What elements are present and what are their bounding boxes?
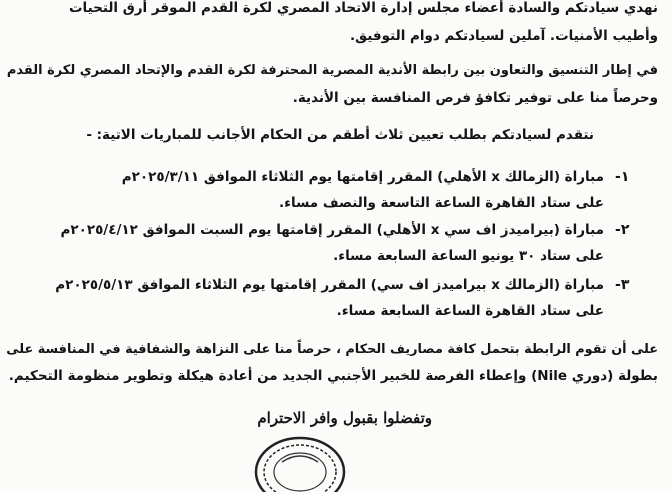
match-3-line-1: مباراة (الزمالك x بيراميدز اف سي) المقرر إقامتها يوم الثلاثاء الموافق ٢٠٢٥/٥/١٣م [55,277,604,293]
intro-line-2: وأطيب الأمنيات. آملين لسيادتكم دوام التوفيق. [350,28,658,44]
closing-line: وتفضلوا بقبول وافر الاحترام [257,409,432,427]
association-seal-icon [252,432,348,492]
match-2-line-2: على ستاد ٣٠ يونيو الساعة السابعة مساء. [333,248,604,264]
match-3-line-2: على ستاد القاهرة الساعة السابعة مساء. [336,303,604,319]
match-1-line-2: على ستاد القاهرة الساعة التاسعة والنصف مساء. [278,195,604,211]
costs-line-2: بطولة (دوري Nile) وإعطاء الفرصة للخبير الأجنبي الجديد من أعادة هيكلة وتطوير منظومة التحكيم. [8,368,658,384]
match-1-number: -١ [615,169,630,185]
context-line-2: وحرصاً منا على توفير تكافؤ فرص المنافسة بين الأندية. [292,90,658,106]
match-2-number: -٢ [615,222,630,238]
costs-line-1: على أن تقوم الرابطة بتحمل كافة مصاريف الحكام ، حرصاً منا على النزاهة والشفافية في المنافسة على [6,342,658,357]
match-1-line-1: مباراة (الزمالك x الأهلي) المقرر إقامتها يوم الثلاثاء الموافق ٢٠٢٥/٣/١١م [121,169,604,185]
match-2-line-1: مباراة (بيراميدز اف سي x الأهلي) المقرر إقامتها يوم السبت الموافق ٢٠٢٥/٤/١٢م [60,222,604,238]
context-line-1: في إطار التنسيق والتعاون بين رابطة الأندية المصرية المحترفة لكرة القدم والإتحاد المصري لكرة القدم [6,63,658,78]
match-3-number: -٣ [615,277,630,293]
request-line: نتقدم لسيادتكم بطلب تعيين ثلاث أطقم من الحكام الأجانب للمباريات الاتية: - [86,127,594,143]
intro-line-1: نهدي سيادتكم والسادة أعضاء مجلس إدارة الاتحاد المصري لكرة القدم الموقر أرق التحيات [68,0,658,16]
